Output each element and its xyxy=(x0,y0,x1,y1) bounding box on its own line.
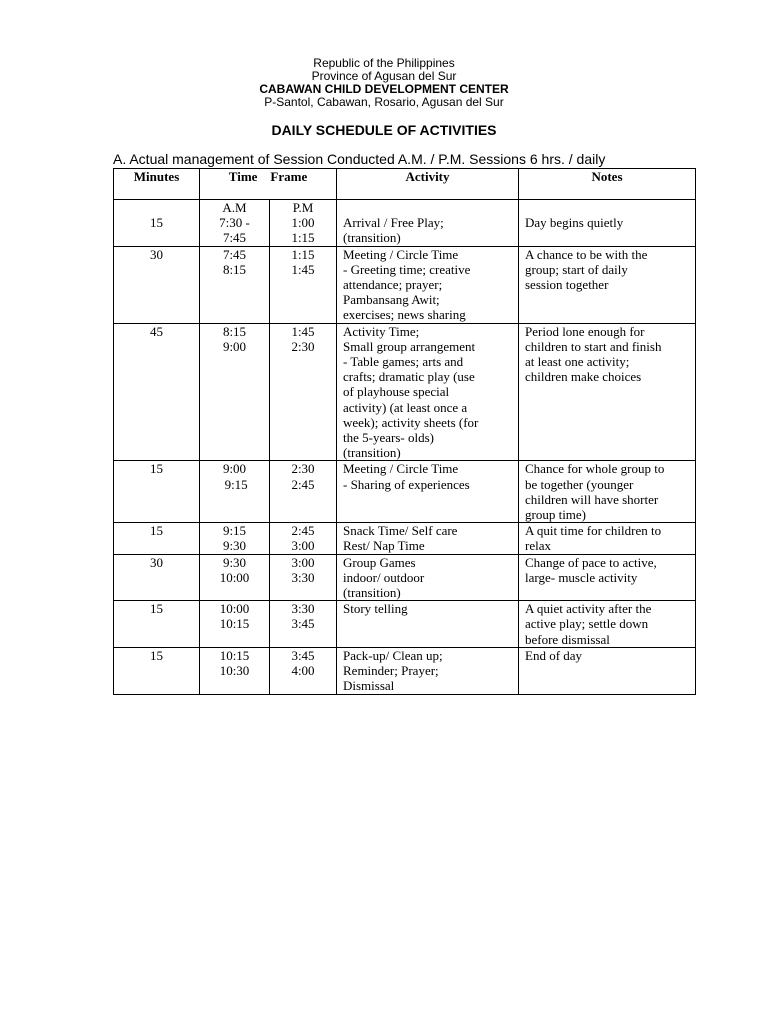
notes-cell xyxy=(519,200,696,247)
am-time-cell xyxy=(200,647,270,694)
notes-line: before dismissal xyxy=(525,631,610,647)
notes-cell xyxy=(519,523,696,554)
am-time-line: 8:15 xyxy=(222,323,247,339)
activity-line: (transition) xyxy=(343,445,401,461)
activity-line: Dismissal xyxy=(343,678,395,694)
activity-line: (transition) xyxy=(343,585,401,601)
notes-line: at least one activity; xyxy=(525,354,630,370)
page-title: DAILY SCHEDULE OF ACTIVITIES xyxy=(271,122,497,138)
pm-time-line: 2:30 xyxy=(291,338,315,354)
minutes-cell xyxy=(114,246,200,323)
pm-time-cell xyxy=(270,601,337,648)
notes-line: children make choices xyxy=(525,369,642,385)
pm-time-line: 2:45 xyxy=(291,523,315,539)
header-time-frame: Time Frame xyxy=(200,169,337,200)
pm-time-line: 2:30 xyxy=(291,461,315,477)
am-time-cell xyxy=(200,323,270,461)
letterhead-address: P-Santol, Cabawan, Rosario, Agusan del Sur xyxy=(264,95,504,109)
notes-line: group; start of daily xyxy=(525,261,628,277)
pm-time-line: 3:00 xyxy=(291,554,315,570)
notes-line: Change of pace to active, xyxy=(525,554,657,570)
schedule-table-body xyxy=(114,200,696,695)
minutes-cell xyxy=(114,554,200,601)
pm-time-cell xyxy=(270,323,337,461)
header-notes: Notes xyxy=(519,169,696,200)
am-time-line: 7:30 - xyxy=(219,215,250,231)
activity-line: Snack Time/ Self care xyxy=(343,523,458,539)
pm-time-line: 3:45 xyxy=(291,616,315,632)
header-activity: Activity xyxy=(337,169,519,200)
schedule-table xyxy=(113,168,696,695)
notes-cell xyxy=(519,323,696,461)
am-time-line: 9:00 xyxy=(222,338,247,354)
notes-line: A chance to be with the xyxy=(525,246,648,262)
am-time-line: 10:00 xyxy=(219,601,250,617)
minutes-line: 15 xyxy=(150,523,163,539)
minutes-line xyxy=(120,200,193,215)
activity-line: Activity Time; xyxy=(343,323,420,339)
minutes-line: 30 xyxy=(150,554,163,570)
minutes-cell xyxy=(114,647,200,694)
minutes-line: 15 xyxy=(150,215,163,231)
am-time-line: 10:15 xyxy=(219,647,250,663)
am-time-line: 9:00 xyxy=(222,461,247,477)
table-row xyxy=(114,554,696,601)
activity-cell xyxy=(337,601,519,648)
am-time-line: 7:45 xyxy=(222,230,247,246)
activity-line: - Greeting time; creative xyxy=(343,261,471,277)
notes-line: active play; settle down xyxy=(525,616,649,632)
activity-line: Reminder; Prayer; xyxy=(343,663,439,679)
minutes-line: 45 xyxy=(150,323,163,339)
activity-cell xyxy=(337,523,519,554)
notes-cell xyxy=(519,461,696,523)
am-time-cell xyxy=(200,461,270,523)
table-row xyxy=(114,246,696,323)
pm-time-line: 1:15 xyxy=(291,246,315,262)
activity-line: Rest/ Nap Time xyxy=(343,538,425,554)
activity-line: Meeting / Circle Time xyxy=(343,461,459,477)
pm-time-cell xyxy=(270,461,337,523)
pm-time-cell xyxy=(270,647,337,694)
am-time-line: 9:15 xyxy=(221,476,248,492)
activity-line: crafts; dramatic play (use xyxy=(343,369,475,385)
pm-time-cell xyxy=(270,200,337,247)
notes-line: Chance for whole group to xyxy=(525,461,665,477)
pm-time-line: 1:00 xyxy=(291,215,315,231)
pm-time-line: P.M xyxy=(292,200,314,215)
am-time-line: 9:30 xyxy=(222,554,247,570)
table-row xyxy=(114,200,696,247)
letterhead xyxy=(0,57,768,109)
am-time-cell xyxy=(200,601,270,648)
minutes-cell xyxy=(114,461,200,523)
section-subtitle: A. Actual management of Session Conducted A.M. / P.M. Sessions 6 hrs. / daily xyxy=(113,151,606,167)
activity-line: Story telling xyxy=(343,601,408,617)
activity-line: Group Games xyxy=(343,554,416,570)
pm-time-line: 3:30 xyxy=(291,601,315,617)
pm-time-line: 4:00 xyxy=(291,663,315,679)
activity-cell xyxy=(337,647,519,694)
table-row xyxy=(114,323,696,461)
activity-line: week); activity sheets (for xyxy=(343,414,479,430)
notes-line: relax xyxy=(525,538,551,554)
am-time-line: 9:30 xyxy=(222,538,247,554)
notes-cell xyxy=(519,246,696,323)
activity-line: Meeting / Circle Time xyxy=(343,246,459,262)
activity-cell xyxy=(337,200,519,247)
activity-line: attendance; prayer; xyxy=(343,277,443,293)
notes-line: End of day xyxy=(525,647,583,663)
pm-time-line: 1:15 xyxy=(291,230,315,246)
minutes-line: 15 xyxy=(150,647,163,663)
notes-line: A quit time for children to xyxy=(525,523,662,539)
activity-cell xyxy=(337,554,519,601)
activity-line: indoor/ outdoor xyxy=(343,569,425,585)
activity-cell xyxy=(337,246,519,323)
notes-line: children to start and finish xyxy=(525,338,662,354)
am-time-line: 10:00 xyxy=(219,569,250,585)
am-time-line: 9:15 xyxy=(222,523,247,539)
notes-line: Period lone enough for xyxy=(525,323,645,339)
letterhead-republic: Republic of the Philippines xyxy=(313,56,455,70)
am-time-line: 8:15 xyxy=(222,261,247,277)
minutes-line: 30 xyxy=(150,246,163,262)
am-time-cell xyxy=(200,554,270,601)
table-row xyxy=(114,461,696,523)
activity-line: exercises; news sharing xyxy=(343,307,466,323)
notes-line: large- muscle activity xyxy=(525,569,638,585)
table-row xyxy=(114,523,696,554)
am-time-cell xyxy=(200,523,270,554)
am-time-line: A.M xyxy=(222,200,247,215)
notes-cell xyxy=(519,554,696,601)
notes-line: session together xyxy=(525,277,609,293)
table-row xyxy=(114,647,696,694)
activity-line: of playhouse special xyxy=(343,384,450,400)
activity-cell xyxy=(337,323,519,461)
pm-time-line: 1:45 xyxy=(291,261,315,277)
notes-cell xyxy=(519,601,696,648)
pm-time-line: 3:30 xyxy=(291,569,315,585)
pm-time-cell xyxy=(270,246,337,323)
activity-line: - Table games; arts and xyxy=(343,354,464,370)
minutes-cell xyxy=(114,323,200,461)
am-time-line: 10:30 xyxy=(219,663,250,679)
am-time-line: 10:15 xyxy=(219,616,250,632)
minutes-line: 15 xyxy=(150,601,163,617)
activity-line: the 5-years- olds) xyxy=(343,430,434,446)
activity-line: (transition) xyxy=(343,230,401,246)
header-minutes: Minutes xyxy=(114,169,200,200)
notes-line: Day begins quietly xyxy=(525,215,624,231)
activity-line: Pack-up/ Clean up; xyxy=(343,647,443,663)
pm-time-line: 3:00 xyxy=(291,538,315,554)
notes-line: be together (younger xyxy=(525,476,634,492)
letterhead-center-name: CABAWAN CHILD DEVELOPMENT CENTER xyxy=(259,82,509,96)
activity-line: activity) (at least once a xyxy=(343,399,468,415)
table-row xyxy=(114,601,696,648)
notes-line: group time) xyxy=(525,507,587,523)
notes-line: children will have shorter xyxy=(525,491,659,507)
notes-cell xyxy=(519,647,696,694)
table-header-row xyxy=(114,169,696,200)
activity-cell xyxy=(337,461,519,523)
activity-line xyxy=(343,200,512,215)
minutes-cell xyxy=(114,523,200,554)
activity-line: Small group arrangement xyxy=(343,338,476,354)
activity-line: - Sharing of experiences xyxy=(343,476,470,492)
pm-time-cell xyxy=(270,554,337,601)
am-time-cell xyxy=(200,246,270,323)
notes-line: A quiet activity after the xyxy=(525,601,652,617)
pm-time-line: 1:45 xyxy=(291,323,315,339)
pm-time-line: 3:45 xyxy=(291,647,315,663)
am-time-line: 7:45 xyxy=(222,246,247,262)
notes-line xyxy=(525,200,689,215)
minutes-cell xyxy=(114,601,200,648)
pm-time-cell xyxy=(270,523,337,554)
activity-line: Arrival / Free Play; xyxy=(343,215,444,231)
am-time-cell xyxy=(200,200,270,247)
minutes-line: 15 xyxy=(150,461,163,477)
activity-line: Pambansang Awit; xyxy=(343,292,440,308)
minutes-cell xyxy=(114,200,200,247)
pm-time-line: 2:45 xyxy=(291,476,315,492)
letterhead-province: Province of Agusan del Sur xyxy=(311,69,457,83)
